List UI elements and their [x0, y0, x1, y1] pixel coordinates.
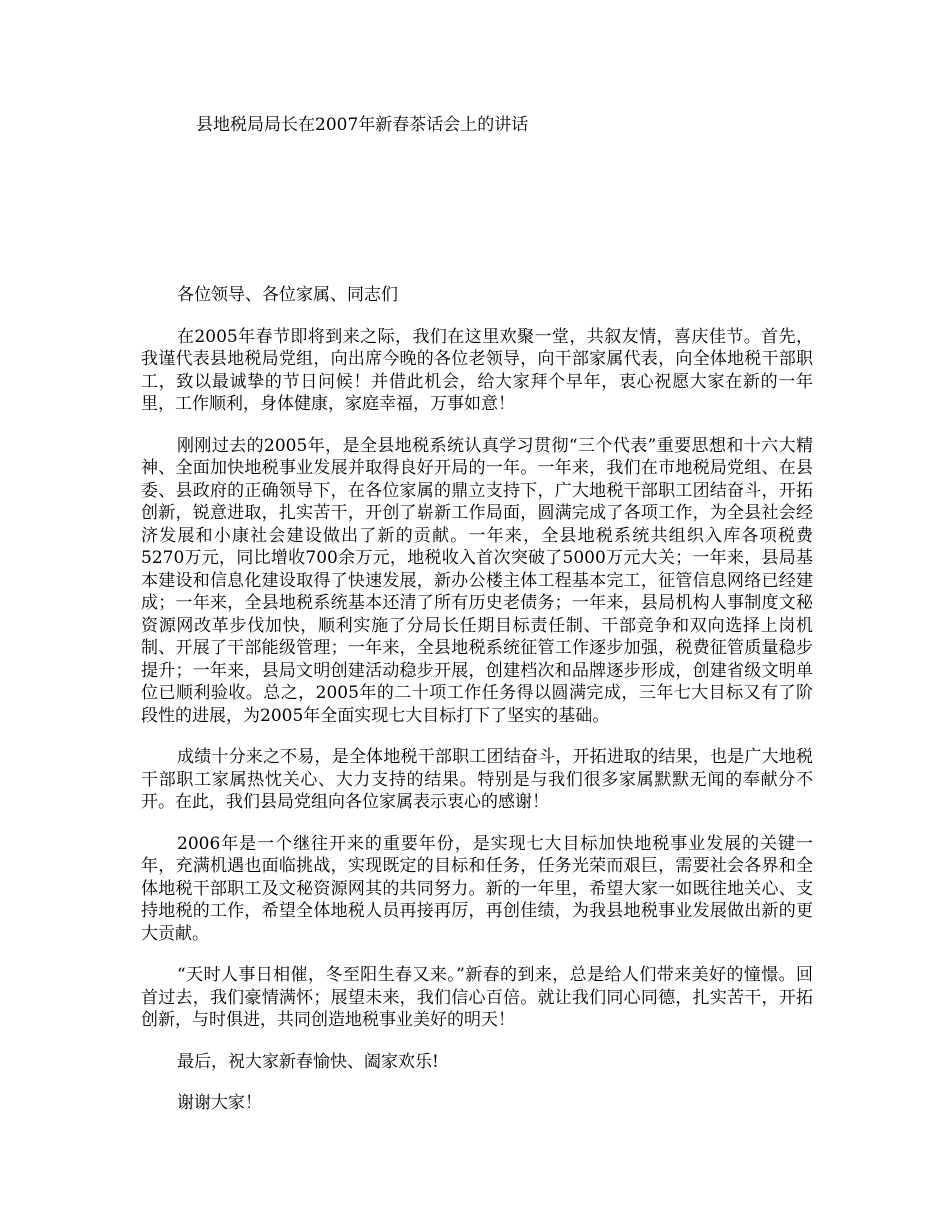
review-paragraph: 刚刚过去的2005年，是全县地税系统认真学习贯彻“三个代表”重要思想和十六大精神、全面加快地税事业发展并取得良好开局的一年。一年来，我们在市地税局党组、在县委、县政府的正确领导下，在各位家属的鼎立支持下，广大地税干部职工团结奋斗，开拓创新，锐意进取，扎实苦干，开创了崭新工作局面，圆满完成了各项工作，为全县社会经济发展和小康社会建设做出了新的贡献。一年来，全县地税系统共组织入库各项税费5270万元，同比增收700余万元，地税收入首次突破了5000万元大关；一年来，县局基本建设和信息化建设取得了快速发展，新办公楼主体工程基本完工，征管信息网络已经建成；一年来，全县地税系统基本还清了所有历史老债务；一年来，县局机构人事制度文秘资源网改革步伐加快，顺利实施了分局长任期目标责任制、干部竞争和双向选择上岗机制、开展了干部能级管理；一年来，全县地税系统征管工作逐步加强，税费征管质量稳步提升；一年来，县局文明创建活动稳步开展，创建档次和品牌逐步形成，创建省级文明单位已顺利验收。总之，2005年的二十项工作任务得以圆满完成，三年七大目标又有了阶段性的进展，为2005年全面实现七大目标打下了坚实的基础。 [141, 435, 813, 726]
greeting-paragraph: 在2005年春节即将到来之际，我们在这里欢聚一堂，共叙友情，喜庆佳节。首先，我谨代表县地税局党组，向出席今晚的各位老领导，向干部家属代表，向全体地税干部职工，致以最诚挚的节日问候！并借此机会，给大家拜个早年，衷心祝愿大家在新的一年里，工作顺利，身体健康，家庭幸福，万事如意！ [141, 326, 813, 414]
thanks-paragraph: 成绩十分来之不易，是全体地税干部职工团结奋斗，开拓进取的结果，也是广大地税干部职工家属热忱关心、大力支持的结果。特别是与我们很多家属默默无闻的奉献分不开。在此，我们县局党组向各位家属表示衷心的感谢！ [141, 747, 813, 812]
quote-paragraph: “天时人事日相催，冬至阳生春又来。”新春的到来，总是给人们带来美好的憧憬。回首过去，我们豪情满怀；展望未来，我们信心百倍。就让我们同心同德，扎实苦干，开拓创新，与时俱进，共同创造地税事业美好的明天！ [141, 965, 813, 1030]
wishes-paragraph: 最后，祝大家新春愉快、阖家欢乐! [177, 1051, 439, 1072]
outlook-paragraph: 2006年是一个继往开来的重要年份，是实现七大目标加快地税事业发展的关键一年，充满机遇也面临挑战，实现既定的目标和任务，任务光荣而艰巨，需要社会各界和全体地税干部职工及文秘资源网其的共同努力。新的一年里，希望大家一如既往地关心、支持地税的工作，希望全体地税人员再接再厉，再创佳绩，为我县地税事业发展做出新的更大贡献。 [141, 833, 813, 944]
document-title: 县地税局局长在2007年新春茶话会上的讲话 [196, 115, 529, 135]
document-body [141, 284, 813, 1134]
closing-paragraph: 谢谢大家！ [177, 1093, 262, 1113]
salutation-paragraph: 各位领导、各位家属、同志们 [177, 285, 398, 305]
